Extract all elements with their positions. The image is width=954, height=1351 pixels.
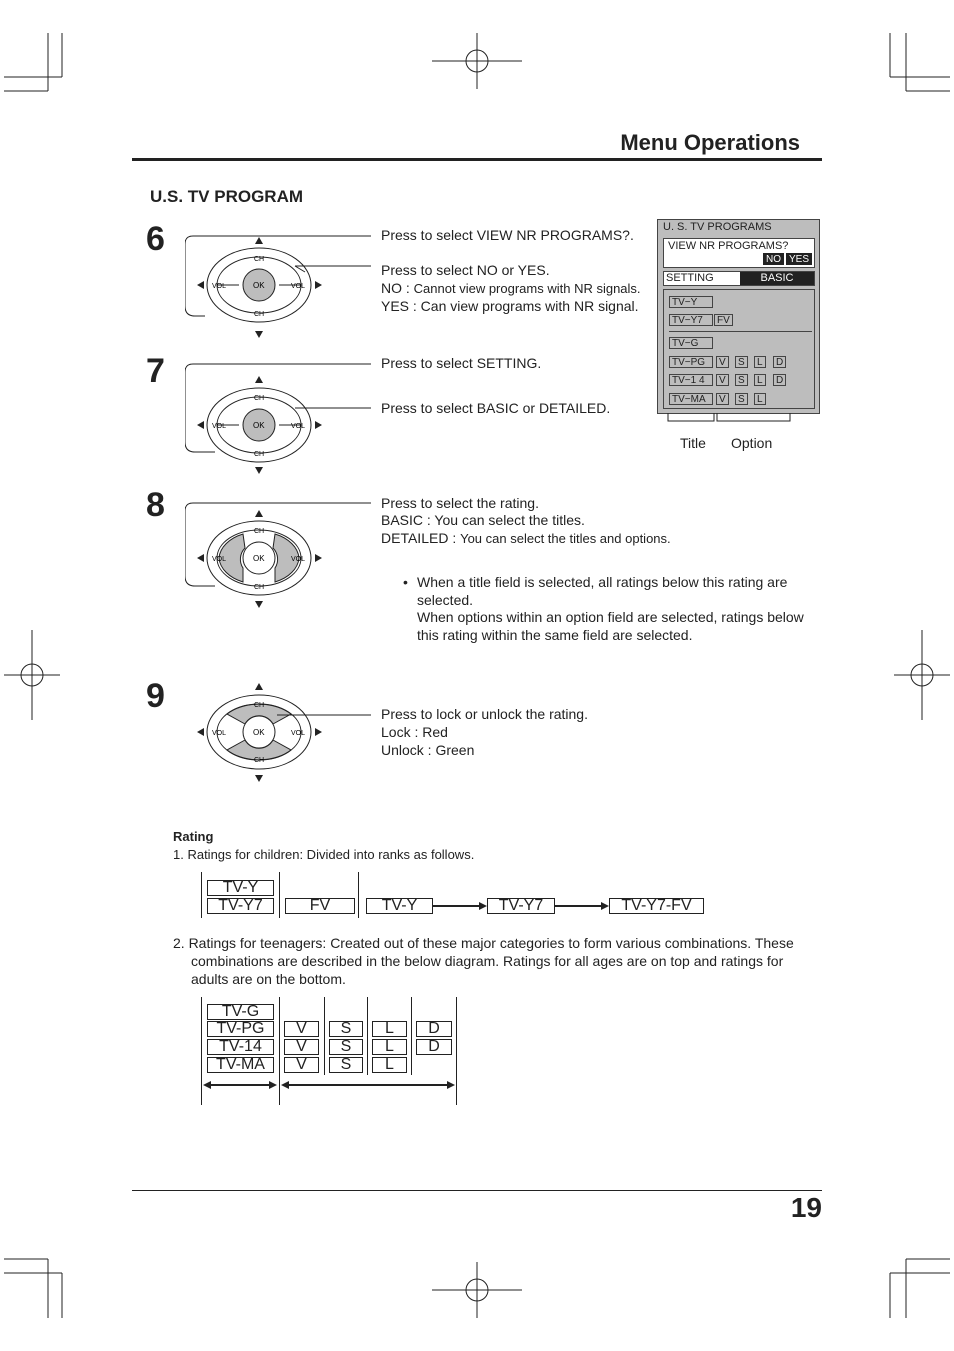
children-divider-left (201, 872, 202, 918)
remote-ch-bottom: CH (254, 451, 265, 458)
menu-title-cell[interactable]: TV−Y (669, 296, 713, 308)
step8-line2: BASIC : You can select the titles. (381, 512, 585, 528)
rating-grid (663, 289, 815, 409)
menu-title-cell[interactable]: TV−Y7 (669, 314, 713, 326)
view-nr-label: VIEW NR PROGRAMS? (668, 240, 789, 252)
remote-diagram-step-6 (185, 230, 385, 345)
remote-ch-top: CH (254, 702, 265, 709)
step8-note-line3: When options within an option field are selected, ratings below (417, 609, 804, 625)
remote-ch-top: CH (254, 528, 265, 535)
menu-option-cell[interactable]: D (773, 356, 786, 368)
menu-option-cell[interactable]: S (735, 393, 748, 405)
page-title: Menu Operations (620, 130, 800, 155)
teen-l-14: L (372, 1039, 407, 1055)
rating-teen-line1: 2. Ratings for teenagers: Created out of these major categories to form various combinations. These (173, 935, 794, 951)
step6-no-option (381, 279, 641, 298)
remote-ok: OK (253, 421, 265, 430)
teen-title-tv-g: TV-G (207, 1004, 274, 1020)
remote-vol-right: VOL (291, 556, 306, 563)
menu-title-cell[interactable]: TV−G (669, 337, 713, 349)
menu-option-cell[interactable]: V (716, 374, 729, 386)
footer-rule (132, 1190, 822, 1191)
menu-option-cell[interactable]: L (754, 393, 766, 405)
nr-no-option[interactable]: NO (763, 253, 784, 265)
teen-span-arrows (201, 1078, 459, 1092)
step8-line3 (381, 529, 671, 548)
step8-note-line4: this rating within the same field are selected. (417, 627, 693, 643)
setting-basic-value[interactable]: BASIC (740, 272, 814, 285)
children-order-arrows (433, 899, 613, 913)
children-title-tv-y7: TV-Y7 (207, 898, 274, 914)
remote-ch-top: CH (254, 395, 265, 402)
menu-option-cell[interactable]: FV (714, 314, 733, 326)
step9-line2: Lock : Red (381, 724, 448, 740)
remote-diagram-step-8 (185, 496, 385, 614)
step9-line1: Press to lock or unlock the rating. (381, 706, 588, 722)
rating-teen-line3: adults are on the bottom. (191, 971, 346, 987)
nr-yes-option[interactable]: YES (786, 253, 812, 265)
remote-ch-bottom: CH (254, 757, 265, 764)
children-order-tv-y7-fv: TV-Y7-FV (609, 898, 704, 914)
teen-title-tv-pg: TV-PG (207, 1021, 274, 1037)
step6-yes-option: YES : Can view programs with NR signal. (381, 298, 639, 314)
children-divider-mid (279, 872, 280, 918)
step8-bullet: • (403, 574, 408, 590)
remote-vol-left: VOL (212, 556, 227, 563)
remote-vol-left: VOL (212, 730, 227, 737)
step7-line2: Press to select BASIC or DETAILED. (381, 400, 611, 416)
remote-ch-top: CH (254, 256, 265, 263)
children-divider-right (358, 872, 359, 918)
teen-d-14: D (416, 1039, 452, 1055)
menu-option-cell[interactable]: D (773, 374, 786, 386)
remote-vol-right: VOL (291, 283, 306, 290)
remote-vol-right: VOL (291, 730, 306, 737)
step9-line3: Unlock : Green (381, 742, 475, 758)
page-number: 19 (790, 1192, 822, 1223)
teen-divider-4 (367, 997, 368, 1075)
step7-line1: Press to select SETTING. (381, 355, 542, 371)
step-number-8: 8 (146, 486, 165, 524)
step8-line1: Press to select the rating. (381, 495, 539, 511)
remote-ch-bottom: CH (254, 584, 265, 591)
teen-v-14: V (284, 1039, 319, 1055)
step8-note-line2: selected. (417, 592, 474, 608)
menu-title: U. S. TV PROGRAMS (663, 221, 772, 233)
teen-l-pg: L (372, 1021, 407, 1037)
step-number-7: 7 (146, 352, 165, 390)
view-nr-programs-box[interactable] (663, 238, 815, 268)
menu-title-cell[interactable]: TV−1 4 (669, 374, 713, 386)
teen-l-ma: L (372, 1057, 407, 1073)
step8-note-line1: When a title field is selected, all ratings below this rating are (417, 574, 788, 590)
menu-option-cell[interactable]: S (735, 374, 748, 386)
children-order-tv-y: TV-Y (366, 898, 433, 914)
header-rule (132, 158, 822, 161)
step-number-9: 9 (146, 677, 165, 715)
setting-row[interactable] (663, 271, 815, 286)
menu-option-cell[interactable]: V (716, 393, 729, 405)
teen-s-ma: S (329, 1057, 363, 1073)
teen-divider-3 (324, 997, 325, 1075)
children-option-fv: FV (285, 898, 355, 914)
remote-vol-left: VOL (212, 423, 227, 430)
remote-diagram-step-9 (185, 678, 385, 786)
teen-v-ma: V (284, 1057, 319, 1073)
step6-no-label: NO : (381, 280, 414, 296)
setting-label: SETTING (666, 272, 714, 284)
section-title: U.S. TV PROGRAM (150, 187, 304, 206)
step6-no-text: Cannot view programs with NR signals. (413, 281, 641, 296)
remote-ok: OK (253, 728, 265, 737)
step6-line2: Press to select NO or YES. (381, 262, 550, 278)
remote-ch-bottom: CH (254, 311, 265, 318)
teen-divider-5 (411, 997, 412, 1075)
menu-caption-title: Title (680, 435, 706, 451)
menu-option-cell[interactable]: V (716, 356, 729, 368)
menu-title-cell[interactable]: TV−PG (669, 356, 713, 368)
menu-option-cell[interactable]: L (754, 374, 766, 386)
remote-ok: OK (253, 554, 265, 563)
remote-vol-right: VOL (291, 423, 306, 430)
remote-vol-left: VOL (212, 283, 227, 290)
children-title-tv-y: TV-Y (207, 880, 274, 896)
children-order-tv-y7: TV-Y7 (487, 898, 555, 914)
tv-programs-menu (657, 219, 820, 414)
menu-option-cell[interactable]: L (754, 356, 766, 368)
teen-s-pg: S (329, 1021, 363, 1037)
step8-detailed-label: DETAILED : (381, 530, 461, 546)
menu-caption-option: Option (731, 435, 773, 451)
teen-title-tv-ma: TV-MA (207, 1057, 274, 1073)
rating-heading: Rating (173, 829, 214, 844)
teen-s-14: S (329, 1039, 363, 1055)
menu-caption-brackets (665, 412, 800, 426)
step6-line1: Press to select VIEW NR PROGRAMS?. (381, 227, 634, 243)
step8-detailed-text: You can select the titles and options. (460, 531, 671, 546)
menu-title-cell[interactable]: TV−MA (669, 393, 713, 405)
menu-option-cell[interactable]: S (735, 356, 748, 368)
step-number-6: 6 (146, 220, 165, 258)
teen-d-pg: D (416, 1021, 452, 1037)
remote-diagram-step-7 (185, 362, 385, 477)
rating-teen-line2: combinations are described in the below diagram. Ratings for all ages are on top and ratings for (191, 953, 784, 969)
rating-children-text: 1. Ratings for children: Divided into ranks as follows. (173, 847, 475, 862)
teen-title-tv-14: TV-14 (207, 1039, 274, 1055)
remote-ok: OK (253, 281, 265, 290)
teen-v-pg: V (284, 1021, 319, 1037)
grid-divider (669, 331, 812, 332)
